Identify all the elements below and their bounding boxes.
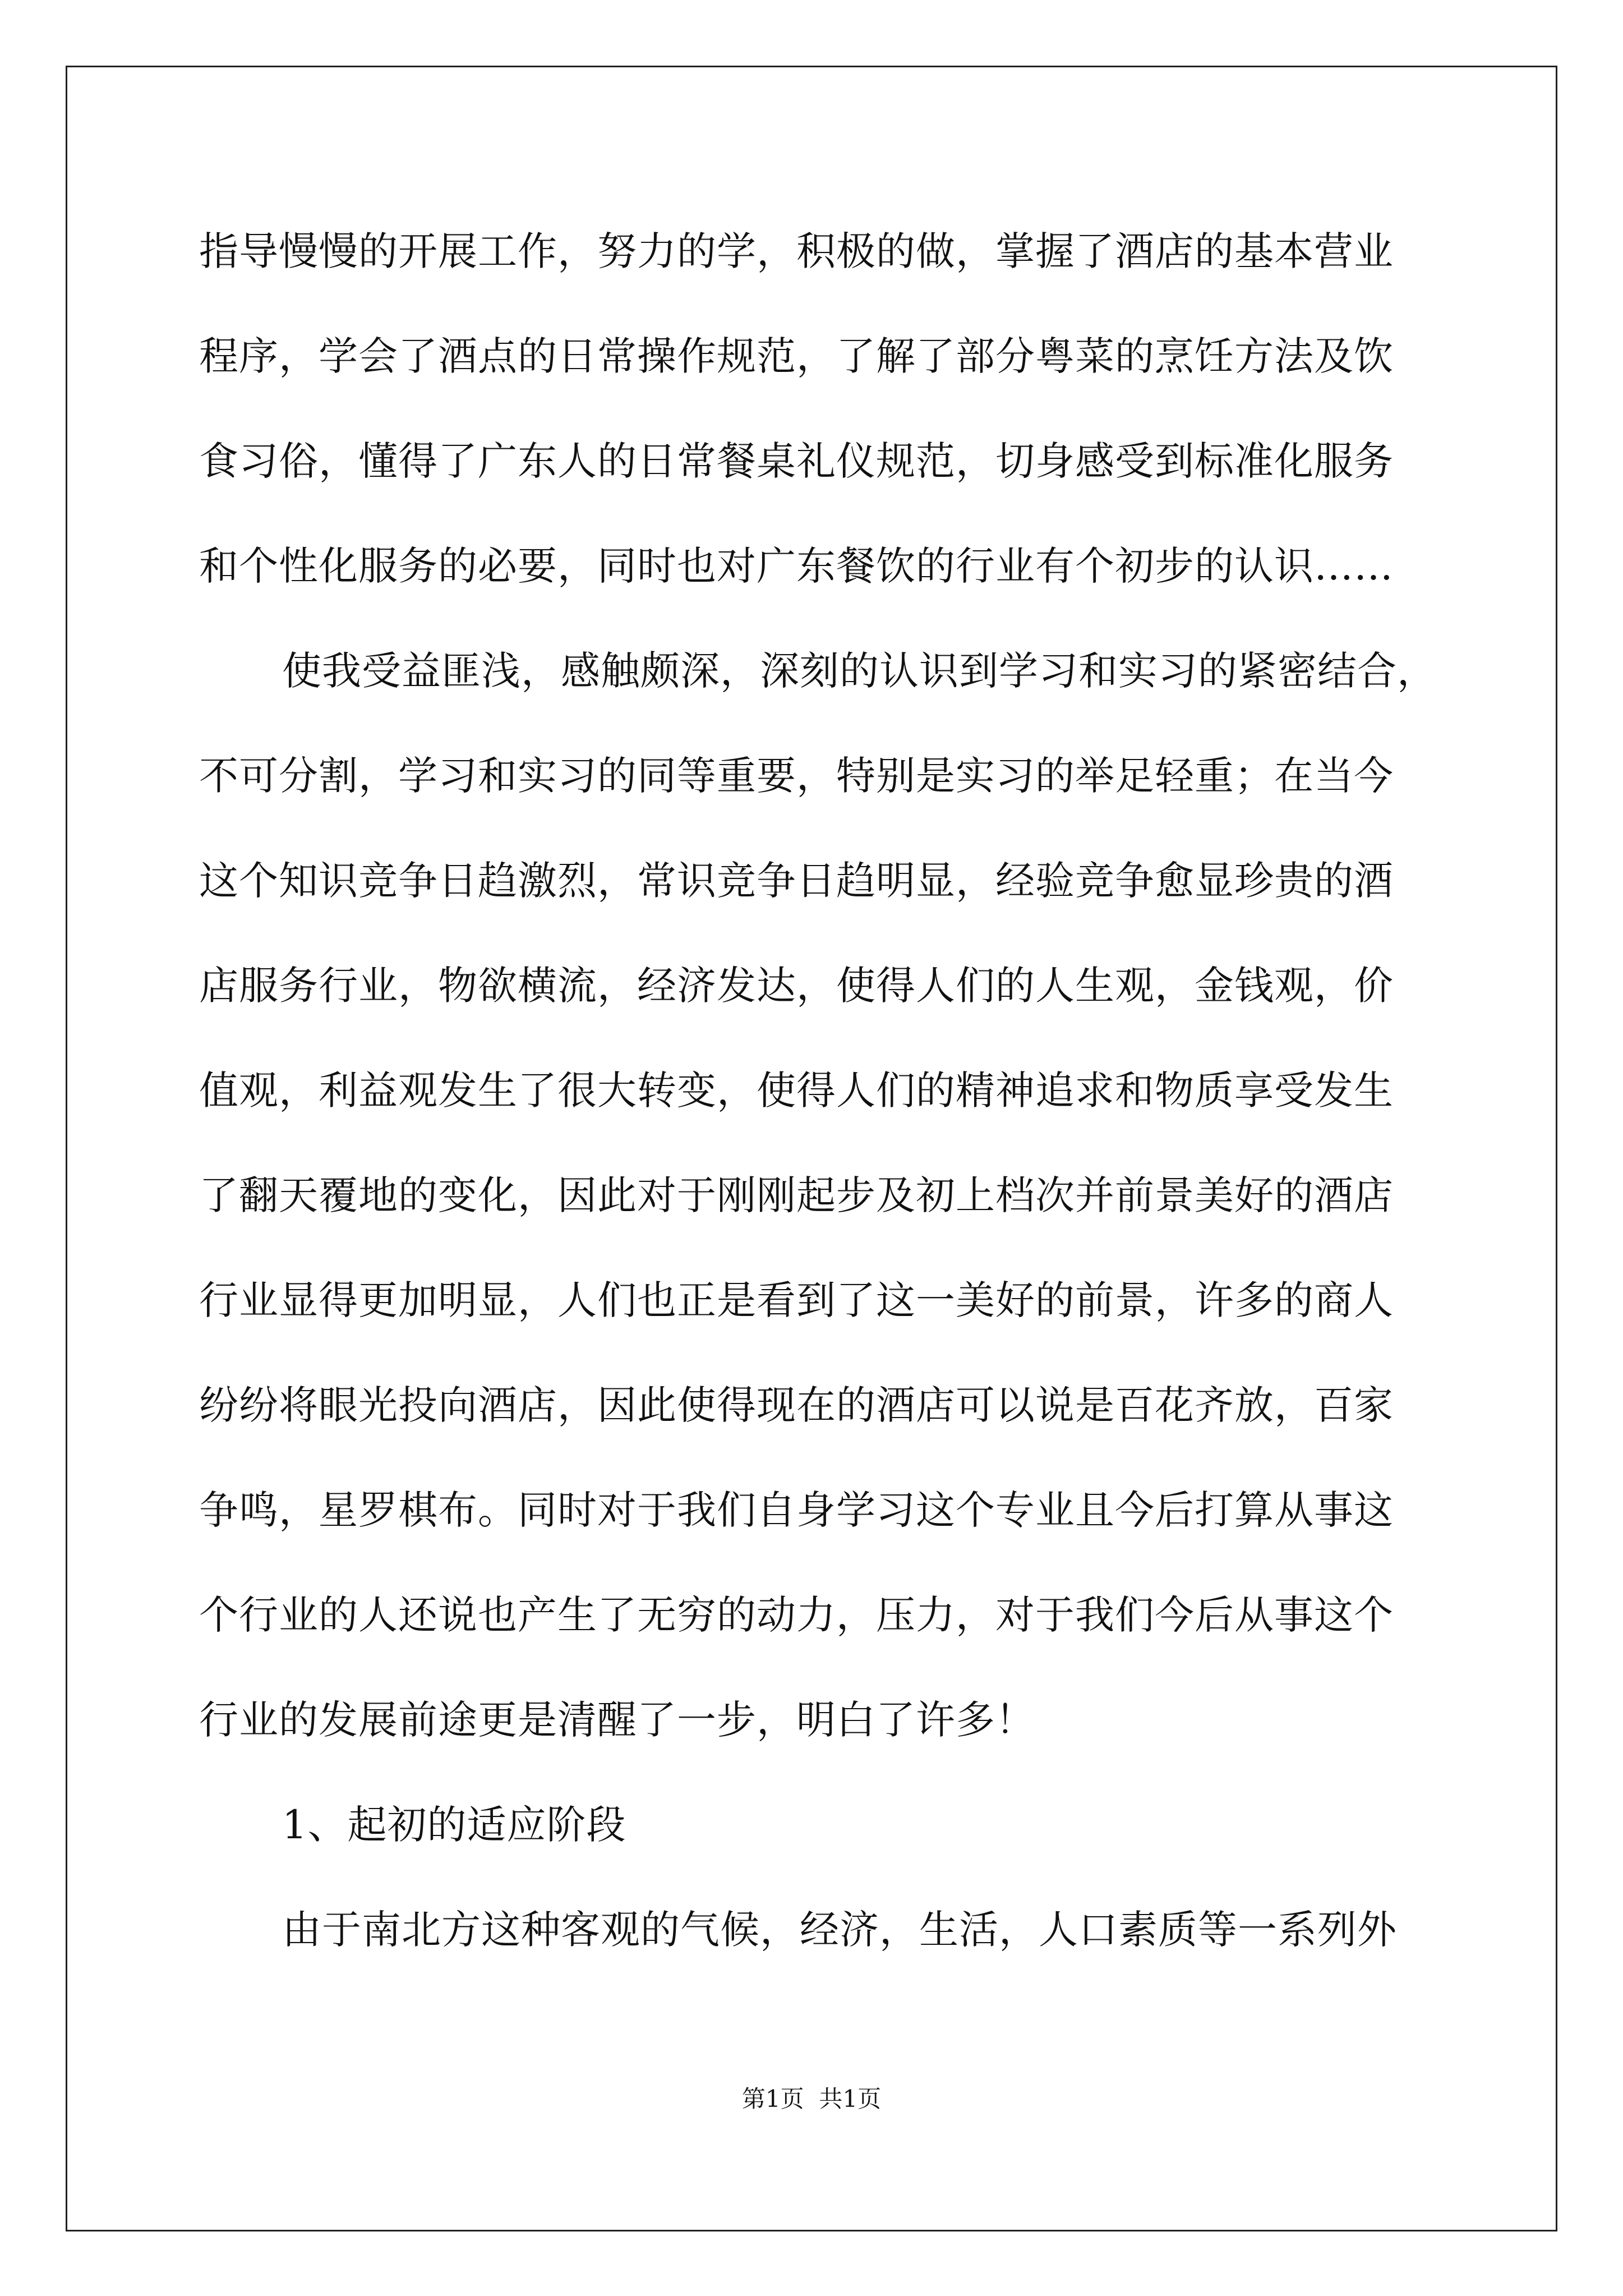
text-line: 使我受益匪浅，感触颇深，深刻的认识到学习和实习的紧密结合， (282, 648, 1437, 694)
text-line: 指导慢慢的开展工作，努力的学，积极的做，掌握了酒店的基本营业 (199, 228, 1394, 274)
text-line: 值观，利益观发生了很大转变，使得人们的精神追求和物质享受发生 (199, 1068, 1394, 1114)
text-line: 争鸣，星罗棋布。同时对于我们自身学习这个专业且今后打算从事这 (199, 1487, 1394, 1533)
text-line: 个行业的人还说也产生了无穷的动力，压力，对于我们今后从事这个 (199, 1592, 1394, 1638)
text-line: 店服务行业，物欲横流，经济发达，使得人们的人生观，金钱观，价 (199, 963, 1394, 1009)
text-line: 由于南北方这种客观的气候，经济，生活，人口素质等一系列外 (282, 1907, 1397, 1953)
text-line: 食习俗，懂得了广东人的日常餐桌礼仪规范，切身感受到标准化服务 (199, 438, 1394, 484)
text-line: 和个性化服务的必要，同时也对广东餐饮的行业有个初步的认识…… (199, 543, 1394, 589)
text-line: 不可分割，学习和实习的同等重要，特别是实习的举足轻重；在当今 (199, 753, 1394, 799)
text-line: 程序，学会了酒点的日常操作规范，了解了部分粤菜的烹饪方法及饮 (199, 333, 1394, 379)
text-line: 了翻天覆地的变化，因此对于刚刚起步及初上档次并前景美好的酒店 (199, 1172, 1394, 1218)
text-line: 这个知识竞争日趋激烈，常识竞争日趋明显，经验竞争愈显珍贵的酒 (199, 858, 1394, 904)
text-line: 纷纷将眼光投向酒店，因此使得现在的酒店可以说是百花齐放，百家 (199, 1382, 1394, 1428)
text-line: 行业的发展前途更是清醒了一步，明白了许多！ (199, 1697, 1035, 1743)
page-footer: 第1页 共1页 (741, 2085, 882, 2113)
text-line: 行业显得更加明显，人们也正是看到了这一美好的前景，许多的商人 (199, 1277, 1394, 1323)
section-heading: 1、起初的适应阶段 (282, 1802, 626, 1848)
